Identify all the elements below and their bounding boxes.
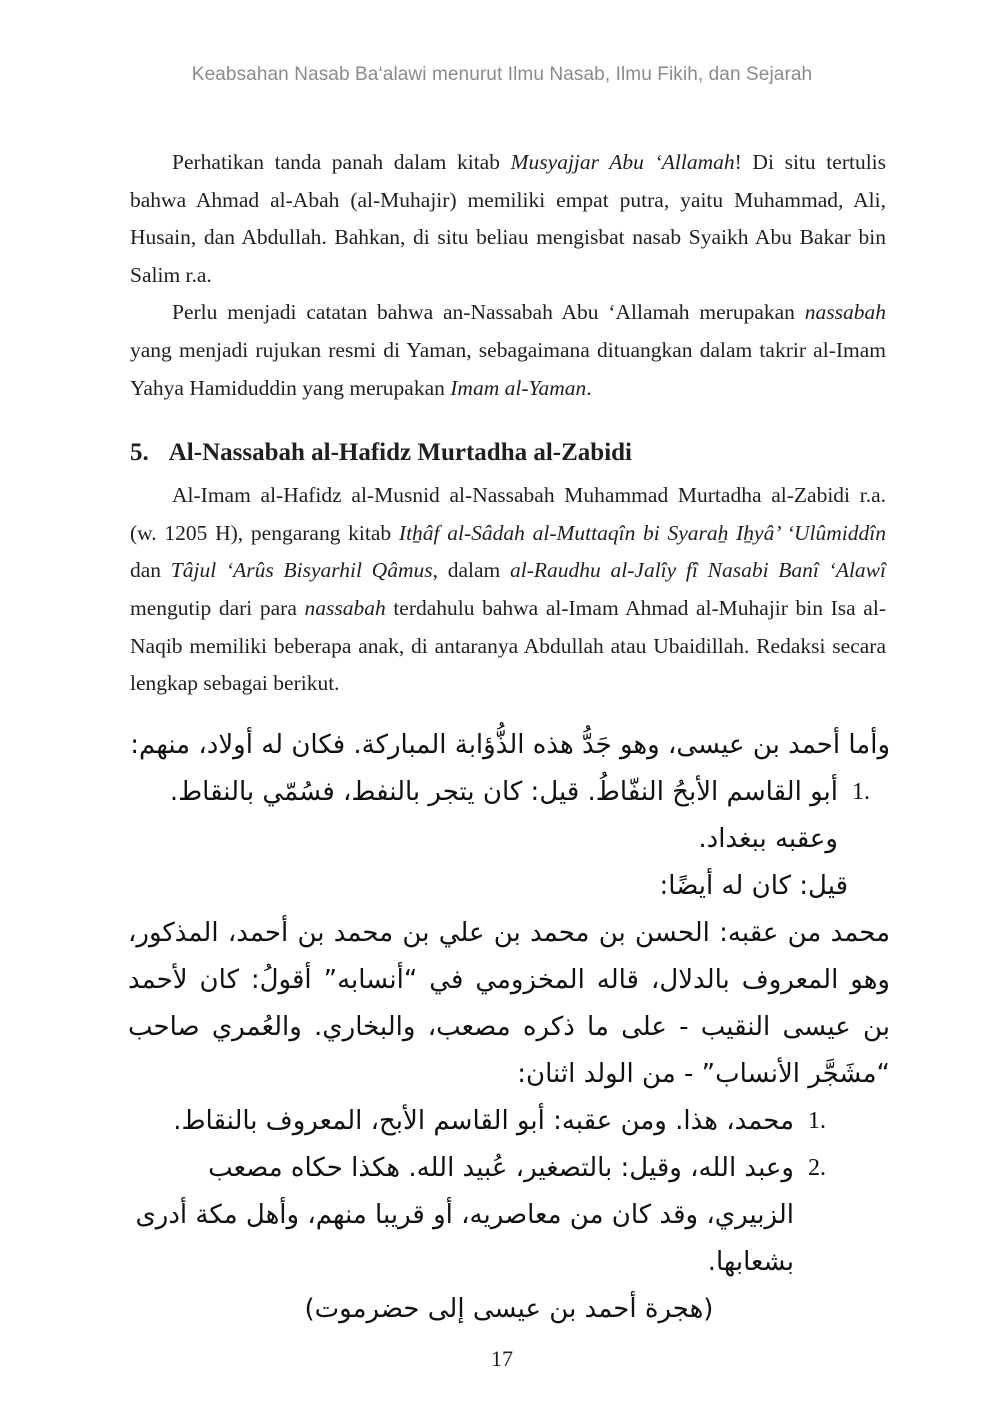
list-text: أبو القاسم الأبحُ النفّاطُ. قيل: كان يتجر بالنفط، فسُمّي بالنقاط. وعقبه ببغداد. [169,777,838,854]
paragraph-3 [130,477,886,703]
text-run: dan [130,558,171,583]
list-text: وعبد الله، وقيل: بالتصغير، عُبيد الله. هكذا حكاه مصعب الزبيري، وقد كان من معاصريه، أو قريبا منهم، وأهل مكة أدرى بشعابها. [135,1153,794,1277]
paragraph-2 [130,294,886,407]
running-header: Keabsahan Nasab Ba‘alawi menurut Ilmu Nasab, Ilmu Fikih, dan Sejarah [191,64,813,85]
text-run: ! Di situ tertulis bahwa Ahmad al-Abah (al-Muhajir) memiliki empat putra, yaitu Muhammad, Ali, Husain, dan Abdullah. Bahkan, di situ beliau mengisbat nasab Syaikh Abu Bakar bin Salim r.a. [130,150,887,287]
paragraph-1 [130,144,886,294]
italic-title: Tâjul ‘Arûs Bisyarhil Qâmus [170,558,433,583]
list-number: 2. [808,1155,826,1181]
italic-title: Musyajjar Abu ‘Allamah [510,150,735,174]
italic-title: Itẖâf al-Sâdah al-Muttaqîn bi Syaraẖ Iẖyâ’ ‘Ulûmiddîn [398,520,886,545]
list-text: محمد، هذا. ومن عقبه: أبو القاسم الأبح، المعروف بالنقاط. [173,1106,794,1136]
arabic-list-item-1 [128,769,890,863]
arabic-block: محمد من عقبه: الحسن بن محمد بن علي بن محمد بن أحمد، المذكور، وهو المعروف بالدلال، قاله المخزومي في “أنسابه” أقولُ: كان لأحمد بن عيسى النقيب - على ما ذكره مصعب، والبخاري. والعُمري صاحب “مشَجَّر الأنساب” - من الولد اثنان: [128,918,890,1089]
italic-term: nassabah [304,595,386,620]
list-number: 1. [808,1108,826,1134]
section-number: 5. [130,439,149,467]
section-heading [130,435,886,471]
text-run: terdahulu bahwa al-Imam Ahmad al-Muhajir bin Isa al-Naqib memiliki beberapa anak, di antaranya Abdullah atau Ubaidillah. Redaksi secara lengkap sebagai berikut. [130,595,886,696]
text-run: Al-Imam al-Hafidz al-Musnid al-Nassabah Muhammad Murtadha al-Zabidi r.a. (w. 1205 H), pengarang kitab [130,483,886,545]
italic-term: nassabah [804,300,886,325]
list-number: 1. [852,779,870,805]
arabic-item1-continuation: قيل: كان له أيضًا: [659,871,848,901]
arabic-sublist-item-2 [128,1145,890,1286]
italic-title: al-Raudhu al-Jalîy fî Nasabi Banî ‘Alawî [510,558,886,583]
text-run: . [586,375,592,400]
arabic-sublist-item-1 [128,1098,890,1145]
arabic-closing-heading: (هجرة أحمد بن عيسى إلى حضرموت) [304,1294,714,1324]
arabic-quotation [128,722,890,1333]
text-run: Perhatikan tanda panah dalam kitab [172,150,511,174]
text-run: , dalam [432,558,510,583]
text-run: yang menjadi rujukan resmi di Yaman, sebagaimana dituangkan dalam takrir al-Imam Yahya Hamiduddin yang merupakan [130,337,886,400]
italic-term: Imam al-Yaman [450,375,587,400]
arabic-intro: وأما أحمد بن عيسى، وهو جَدُّ هذه الذُّؤابة المباركة. فكان له أولاد، منهم: [130,730,890,760]
text-run: Perlu menjadi catatan bahwa an-Nassabah Abu ‘Allamah merupakan [172,300,805,325]
section-title: Al-Nassabah al-Hafidz Murtadha al-Zabidi [168,439,633,467]
body-content [130,144,886,703]
page-number: 17 [491,1346,513,1371]
text-run: mengutip dari para [130,595,305,620]
